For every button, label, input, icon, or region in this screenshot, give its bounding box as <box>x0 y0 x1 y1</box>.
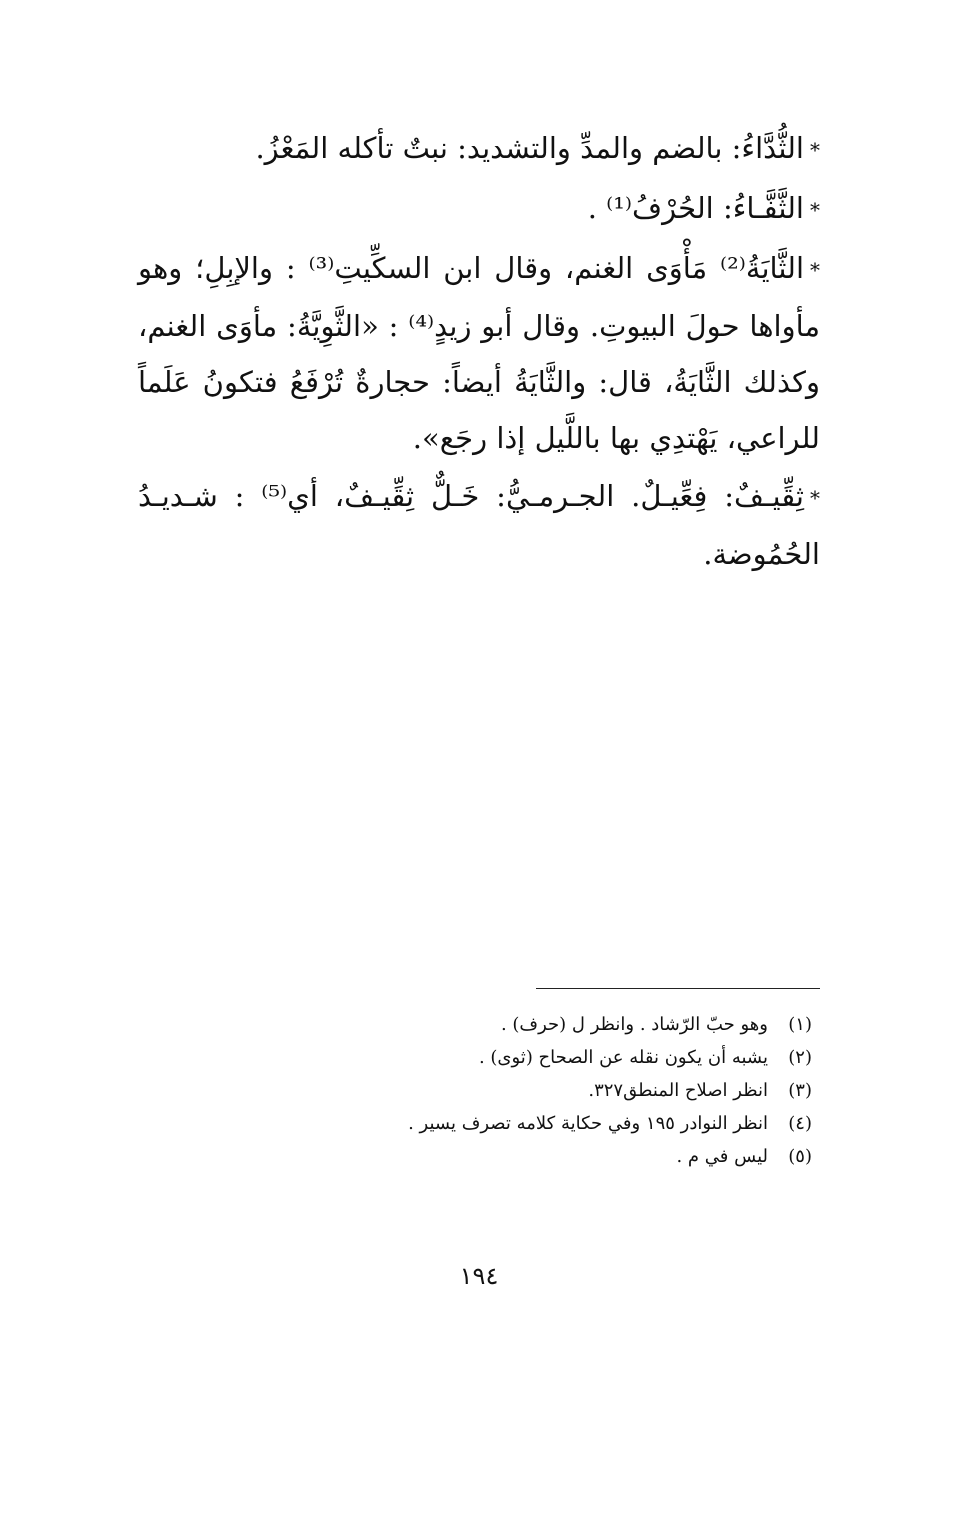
entry-star: * <box>810 198 820 222</box>
footnote-3 <box>138 1074 812 1107</box>
footnote-1 <box>138 1008 812 1041</box>
footnote-2 <box>138 1041 812 1074</box>
footnote-number: (٣) <box>788 1080 812 1101</box>
entry-text: الثَّفَّـاءُ: الحُرْفُ⁽¹⁾ . <box>587 191 804 225</box>
entry-text: الثُّدَّاءُ: بالضم والمدِّ والتشديد: نبتٌ تأكله المَعْزُ. <box>255 131 804 165</box>
footnote-text: انظر اصلاح المنطق٣٢٧. <box>588 1080 768 1101</box>
footnote-4 <box>138 1107 812 1140</box>
entry-text: ثِقِّيـفٌ: فِعِّيـلٌ. الجـرمـيُّ: خَـلٌّ ثِقِّيـفٌ، أي⁽⁵⁾ : شـديـدُ الحُمُوضة. <box>138 479 820 571</box>
footnote-5 <box>138 1140 812 1173</box>
entry-star: * <box>810 486 820 510</box>
page-number: ١٩٤ <box>459 1262 499 1290</box>
footnote-text: ليس في م . <box>676 1146 768 1167</box>
footnote-text: وهو حبّ الرّشاد . وانظر ل (حرف) . <box>500 1014 768 1035</box>
footnotes-divider <box>536 988 820 989</box>
footnote-number: (٤) <box>788 1113 812 1134</box>
footnote-text: انظر النوادر ١٩٥ وفي حكاية كلامه تصرف يسير . <box>408 1113 768 1134</box>
footnote-number: (١) <box>788 1014 812 1035</box>
entry-text: الثَّايَةُ⁽²⁾ مَأْوَى الغنم، وقال ابن السكِّيتِ⁽³⁾ : والإبِلِ؛ وهو مأواها حولَ البيوتِ. وقال أبو زيدٍ⁽⁴⁾ : «الثَّوِيَّةُ: مأوَى الغنم، وكذلك الثَّايَةُ، قال: والثَّايَةُ أيضاً: حجارةٌ تُرْفَعُ فتكونُ عَلَماً للراعي، يَهْتدِي بها باللَّيل إذا رجَع». <box>138 251 820 455</box>
entry-thaaya <box>138 240 820 466</box>
entry-thaffaa <box>138 180 820 238</box>
entry-star: * <box>810 258 821 282</box>
entry-star: * <box>810 138 820 162</box>
footnote-text: يشبه أن يكون نقله عن الصحاح (ثوى) . <box>478 1047 768 1068</box>
main-text-block <box>138 120 820 584</box>
entry-thuddaa <box>138 120 820 178</box>
footnotes-list <box>138 1008 812 1173</box>
entry-thiqqiif <box>138 468 820 582</box>
footnote-number: (٢) <box>788 1047 812 1068</box>
footnote-number: (٥) <box>788 1146 812 1167</box>
